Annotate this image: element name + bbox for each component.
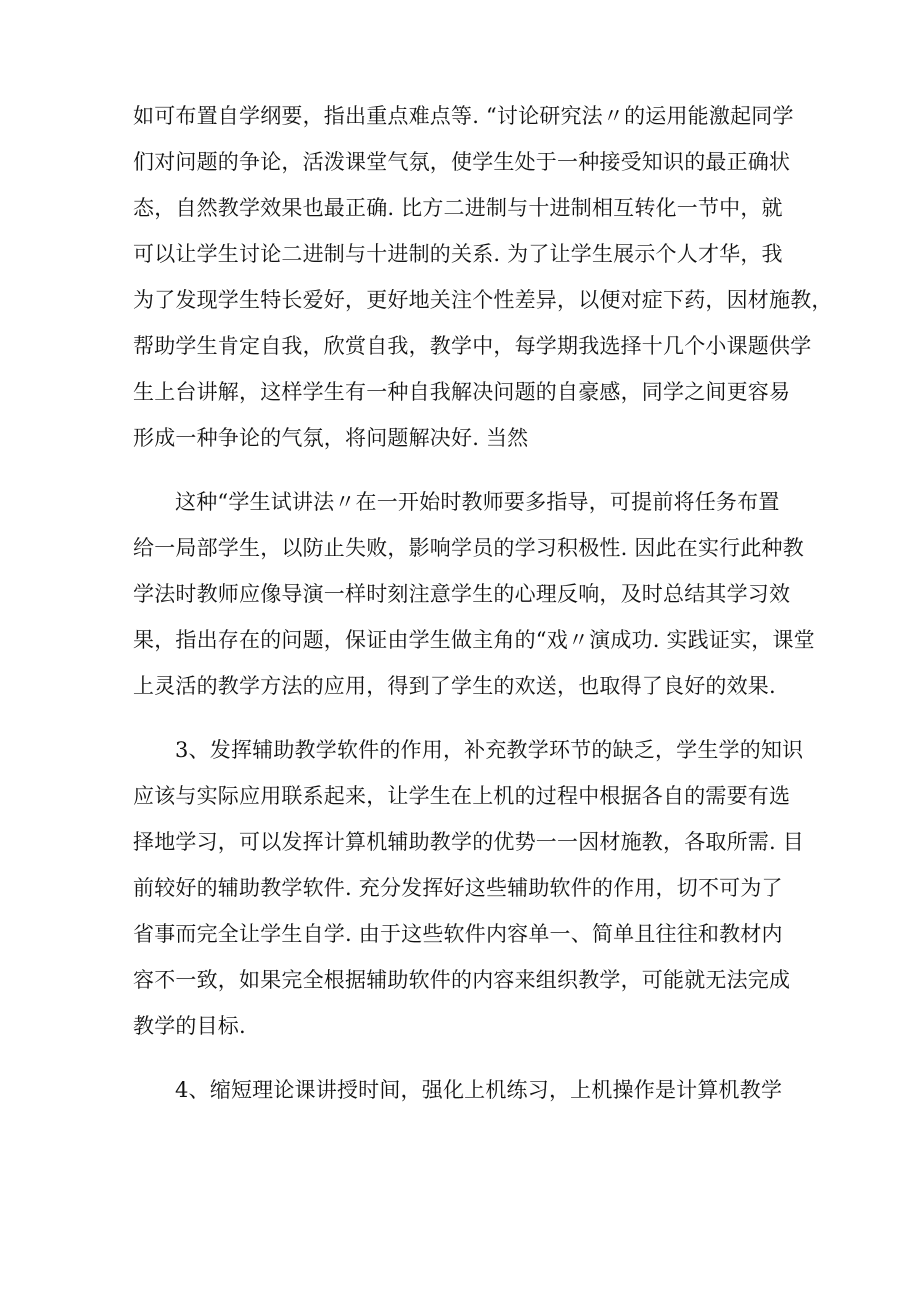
text-line: 4、缩短理论课讲授时间，强化上机练习，上机操作是计算机教学 [175, 1078, 783, 1102]
text-line: 学法时教师应像导演一样时刻注意学生的心理反响，及时总结其学习效 [133, 582, 791, 606]
text-line: 前较好的辅助教学软件. 充分发挥好这些辅助软件的作用，切不可为了 [133, 876, 783, 900]
document-body [133, 93, 833, 1113]
text-line: 果，指出存在的问题，保证由学生做主角的“戏〃演成功. 实践证实，课堂 [133, 628, 815, 652]
text-line: 教学的目标. [133, 1014, 246, 1038]
text-line: 给一局部学生，以防止失败，影响学员的学习积极性. 因此在实行此种教 [133, 536, 804, 560]
paragraph-student-lecture-method [133, 479, 815, 709]
text-line: 帮助学生肯定自我，欣赏自我，教学中，每学期我选择十几个小课题供学 [133, 334, 812, 358]
text-line: 省事而完全让学生自学. 由于这些软件内容单一、简单且往往和教材内 [133, 922, 783, 946]
paragraph-section-4-computer-practice [133, 1067, 805, 1113]
text-line: 应该与实际应用联系起来，让学生在上机的过程中根据各自的需要有选 [133, 784, 791, 808]
text-line: 3、发挥辅助教学软件的作用，补充教学环节的缺乏，学生学的知识 [175, 738, 804, 762]
text-line: 为了发现学生特长爱好，更好地关注个性差异，以便对症下药，因材施教， [133, 288, 833, 312]
text-line: 们对问题的争论，活泼课堂气氛，使学生处于一种接受知识的最正确状 [133, 150, 791, 174]
paragraph-section-3-auxiliary-software [133, 727, 805, 1049]
text-line: 择地学习，可以发挥计算机辅助教学的优势一一因材施教，各取所需. 目 [133, 830, 804, 854]
text-line: 上灵活的教学方法的应用，得到了学生的欢送，也取得了良好的效果. [133, 674, 776, 698]
text-line: 态，自然教学效果也最正确. 比方二进制与十进制相互转化一节中，就 [133, 196, 783, 220]
text-line: 如可布置自学纲要，指出重点难点等. “讨论研究法〃的运用能激起同学 [133, 104, 794, 128]
text-line: 这种“学生试讲法〃在一开始时教师要多指导，可提前将任务布置 [175, 490, 780, 514]
text-line: 容不一致，如果完全根据辅助软件的内容来组织教学，可能就无法完成 [133, 968, 791, 992]
text-line: 生上台讲解，这样学生有一种自我解决问题的自豪感，同学之间更容易 [133, 380, 791, 404]
text-line: 形成一种争论的气氛，将问题解决好. 当然 [133, 426, 529, 450]
paragraph-teaching-methods-continued [133, 93, 833, 461]
text-line: 可以让学生讨论二进制与十进制的关系. 为了让学生展示个人才华，我 [133, 242, 783, 266]
